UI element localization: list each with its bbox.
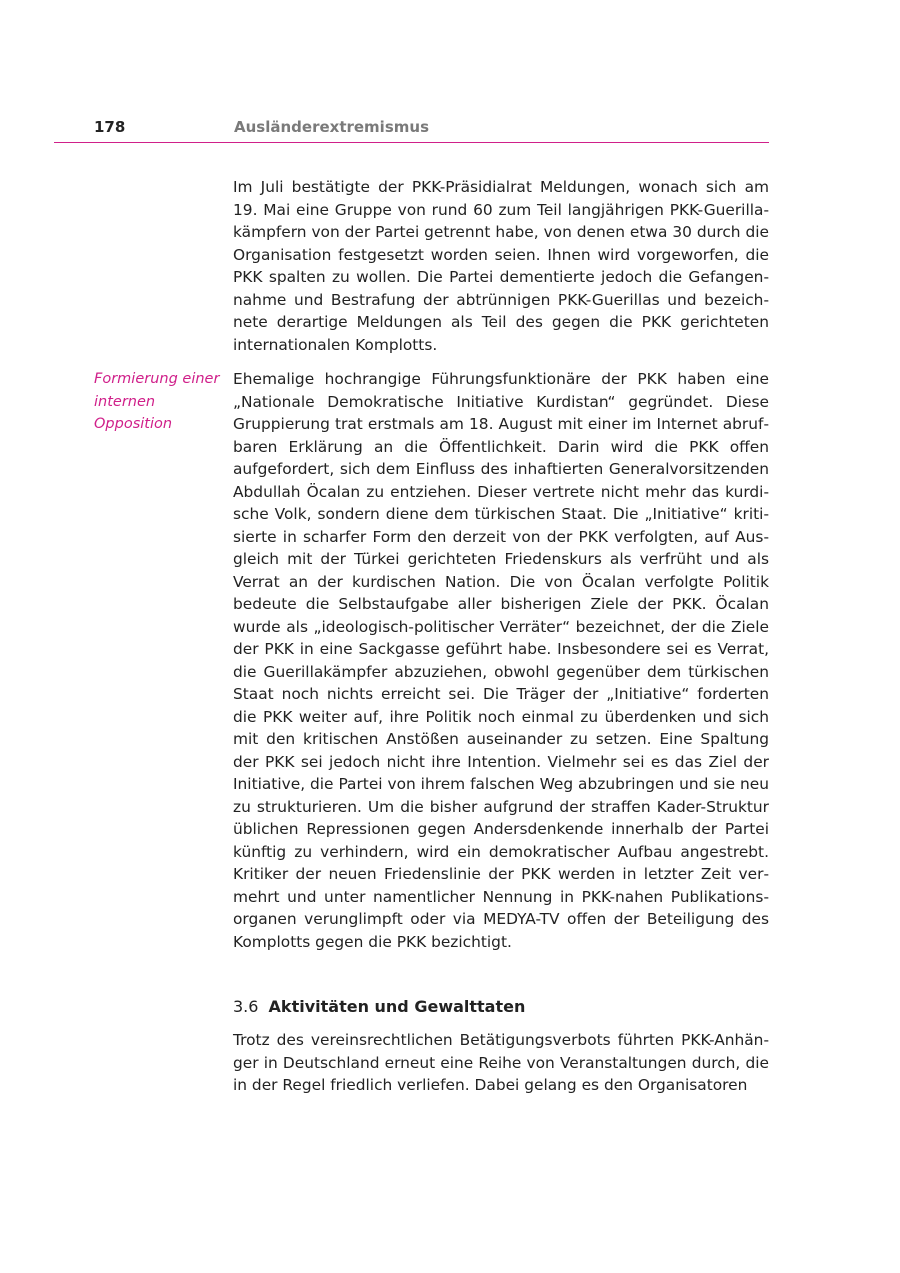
paragraph-activities: Trotz des vereinsrechtlichen Betätigungsverbots führten PKK-Anhänger in Deutschland erneut eine Reihe von Veranstaltungen durch, die in der Regel friedlich verliefen. Dabei gelang es den Organisatoren bbox=[233, 1031, 769, 1094]
marginal-note: Formierung einer internen Opposition bbox=[94, 371, 220, 432]
paragraph-opposition-initiative: Ehemalige hochrangige Führungsfunktionäre der PKK haben eine „Nationale Demokratische Initiative Kurdistan“ gegründet. Diese Gruppierung trat erstmals am 18. August mit einer im Internet abrufbaren Erklärung an die Öffentlichkeit. Darin wird die PKK offen aufgefordert, sich dem Einfluss des inhaftierten Generalvorsitzenden Abdullah Öcalan zu entziehen. Dieser vertrete nicht mehr das kurdische Volk, sondern diene dem türkischen Staat. Die „Initiative“ kritisierte in scharfer Form den derzeit von der PKK verfolgten, auf Ausgleich mit der Türkei gerichteten Friedenskurs als verfrüht und als Verrat an der kurdischen Nation. Die von Öcalan verfolgte Politik bedeute die Selbstaufgabe aller bisherigen Ziele der PKK. Öcalan wurde als „ideologisch-politischer Verräter“ bezeichnet, der die Ziele der PKK in eine Sackgasse geführt habe. Insbesondere sei es Verrat, die Guerillakämpfer abzuziehen, obwohl gegenüber dem türkischen Staat noch nichts erreicht sei. Die Träger der „Initiative“ forderten die PKK weiter auf, ihre Politik noch einmal zu überdenken und sich mit den kritischen Anstößen auseinander zu setzen. Eine Spaltung der PKK sei jedoch nicht ihre Intention. Vielmehr sei es das Ziel der Initiative, die Partei von ihrem falschen Weg abzubringen und sie neu zu strukturieren. Um die bisher aufgrund der straffen Kader-Struktur üblichen Repressionen gegen Andersdenkende innerhalb der Partei künftig zu verhindern, wird ein demokratischer Aufbau angestrebt. Kritiker der neuen Friedenslinie der PKK werden in letzter Zeit vermehrt und unter namentlicher Nennung in PKK-nahen Publikationsorganen verunglimpft oder via MEDYA-TV offen der Beteiligung des Komplotts gegen die PKK bezichtigt. bbox=[233, 370, 769, 951]
section-heading bbox=[233, 996, 769, 1018]
paragraph-plenary-statement: Im Juli bestätigte der PKK-Präsidialrat Meldungen, wonach sich am 19. Mai eine Gruppe von rund 60 zum Teil langjährigen PKK-Guerillakämpfern von der Partei getrennt habe, von denen etwa 30 durch die Organisation festgesetzt worden seien. Ihnen wird vorgeworfen, die PKK spalten zu wollen. Die Partei dementierte jedoch die Gefangennahme und Bestrafung der abtrünnigen PKK-Guerillas und bezeichnete derartige Meldungen als Teil des gegen die PKK gerichteten internationalen Komplotts. bbox=[233, 178, 769, 354]
running-title: Ausländerextremismus bbox=[234, 118, 429, 136]
page-number: 178 bbox=[94, 118, 126, 136]
section-title: Aktivitäten und Gewalttaten bbox=[268, 997, 526, 1016]
page-header bbox=[54, 116, 769, 143]
section-number: 3.6 bbox=[233, 997, 259, 1016]
